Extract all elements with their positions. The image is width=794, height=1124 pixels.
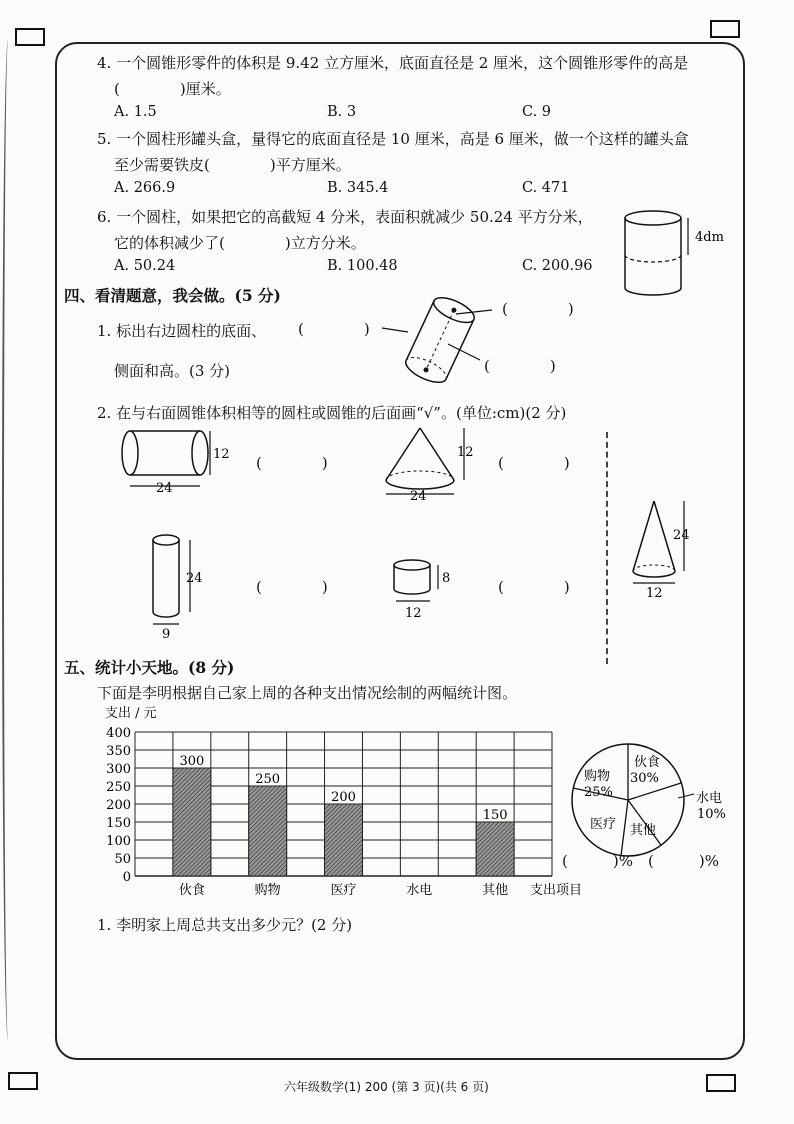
q6-option-c: C. 200.96 (522, 258, 593, 274)
section5-intro: 下面是李明根据自己家上周的各种支出情况绘制的两幅统计图。 (97, 684, 518, 702)
cyl3-check-blank[interactable]: ( ) (498, 578, 570, 596)
q5-option-a: A. 266.9 (114, 180, 176, 196)
q5-option-c: C. 471 (522, 180, 570, 196)
q4-line1: 4. 一个圆锥形零件的体积是 9.42 立方厘米，底面直径是 2 厘米，这个圆锥形零件的高是 (97, 54, 689, 72)
q5-option-b: B. 345.4 (327, 180, 389, 196)
cyl1-height: 12 (213, 447, 230, 462)
bar (325, 804, 363, 876)
y-tick-label: 400 (106, 726, 131, 741)
cylinder-short-figure (392, 555, 472, 625)
cone1-diameter: 24 (410, 489, 427, 504)
pie-pct-shopping: 25% (584, 785, 613, 800)
q5-line2: 至少需要铁皮( )平方厘米。 (114, 156, 351, 174)
corner-mark-bottom-left (8, 1072, 38, 1090)
cyl2-diameter: 9 (162, 627, 171, 642)
bar-value-label: 200 (331, 790, 356, 805)
bar (476, 822, 514, 876)
section4-q1-blank-base[interactable]: ( ) (298, 320, 370, 338)
pie-label-medical: 医疗 (590, 817, 617, 832)
section5-q1: 1. 李明家上周总共支出多少元？(2 分) (97, 916, 353, 934)
y-tick-label: 50 (114, 852, 131, 867)
pie-blank-1[interactable]: ( )% (562, 852, 633, 870)
reference-cone-figure (628, 495, 708, 605)
pie-label-utilities: 水电 (696, 791, 723, 806)
y-tick-label: 150 (106, 816, 131, 831)
bar-value-label: 150 (482, 808, 508, 823)
section4-q1-blank-top[interactable]: ( ) (502, 300, 574, 318)
cyl2-check-blank[interactable]: ( ) (256, 578, 328, 596)
section4-title: 四、看清题意，我会做。(5 分) (64, 286, 281, 305)
bar-value-label: 300 (179, 754, 205, 769)
q4-option-c: C. 9 (522, 104, 552, 120)
cone1-height: 12 (457, 445, 474, 460)
y-tick-label: 0 (122, 870, 131, 885)
y-tick-label: 250 (106, 780, 131, 795)
corner-mark-bottom-right (706, 1074, 736, 1092)
cyl2-height: 24 (186, 571, 203, 586)
binding-edge (2, 40, 14, 1040)
pie-label-other: 其他 (630, 823, 657, 838)
cyl3-diameter: 12 (405, 606, 422, 621)
y-tick-label: 300 (106, 762, 131, 777)
ref-cone-diameter: 12 (646, 586, 663, 601)
pie-label-food: 伙食 (634, 755, 661, 770)
section4-q2: 2. 在与右面圆锥体积相等的圆柱或圆锥的后面画“√”。(单位:cm)(2 分) (97, 404, 567, 422)
q6-option-b: B. 100.48 (327, 258, 398, 274)
section5-title: 五、统计小天地。(8 分) (64, 658, 235, 677)
x-tick-label: 伙食 (178, 883, 205, 898)
cyl1-check-blank[interactable]: ( ) (256, 454, 328, 472)
q6-option-a: A. 50.24 (114, 258, 176, 274)
q4-option-a: A. 1.5 (114, 104, 157, 120)
bar-chart (90, 700, 610, 905)
y-tick-label: 200 (106, 798, 131, 813)
x-tick-label: 医疗 (330, 883, 357, 898)
q6-cylinder-figure (620, 205, 740, 305)
bar (249, 786, 287, 876)
bar-value-label: 250 (255, 772, 281, 787)
q6-figure-label: 4dm (695, 230, 724, 245)
cone-wide-figure (380, 420, 490, 505)
section4-q1-blank-side[interactable]: ( ) (484, 357, 556, 375)
dashed-divider (606, 432, 608, 664)
pie-blank-2[interactable]: ( )% (648, 852, 719, 870)
cylinder-tall-figure (148, 532, 218, 642)
pie-pct-utilities: 10% (697, 807, 726, 822)
section4-q1-line2: 侧面和高。(3 分) (114, 362, 231, 380)
chart-ylabel: 支出 / 元 (105, 706, 157, 721)
pie-label-shopping: 购物 (584, 769, 611, 784)
bar (173, 768, 211, 876)
cyl1-length: 24 (156, 481, 173, 496)
chart-xlabel: 支出项目 (530, 883, 583, 898)
section4-q1-line1: 1. 标出右边圆柱的底面、 (97, 322, 267, 340)
x-tick-label: 水电 (406, 883, 433, 898)
pie-pct-food: 30% (630, 771, 659, 786)
q5-line1: 5. 一个圆柱形罐头盒，量得它的底面直径是 10 厘米，高是 6 厘米，做一个这样的罐头盒 (97, 130, 689, 148)
footer: 六年级数学(1) 200 (第 3 页)(共 6 页) (284, 1080, 489, 1094)
cyl3-height: 8 (442, 571, 451, 586)
q6-line2: 它的体积减少了( )立方分米。 (114, 234, 366, 252)
q4-line2: ( )厘米。 (114, 80, 231, 98)
y-tick-label: 100 (106, 834, 131, 849)
corner-mark-top-right (710, 20, 740, 38)
cylinder-horizontal-figure (118, 426, 238, 496)
cone1-check-blank[interactable]: ( ) (498, 454, 570, 472)
corner-mark-top-left (15, 28, 45, 46)
ref-cone-height: 24 (673, 528, 690, 543)
x-tick-label: 购物 (254, 883, 281, 898)
y-tick-label: 350 (106, 744, 131, 759)
q4-option-b: B. 3 (327, 104, 357, 120)
q6-line1: 6. 一个圆柱，如果把它的高截短 4 分米，表面积就减少 50.24 平方分米， (97, 208, 593, 226)
x-tick-label: 其他 (482, 883, 509, 898)
